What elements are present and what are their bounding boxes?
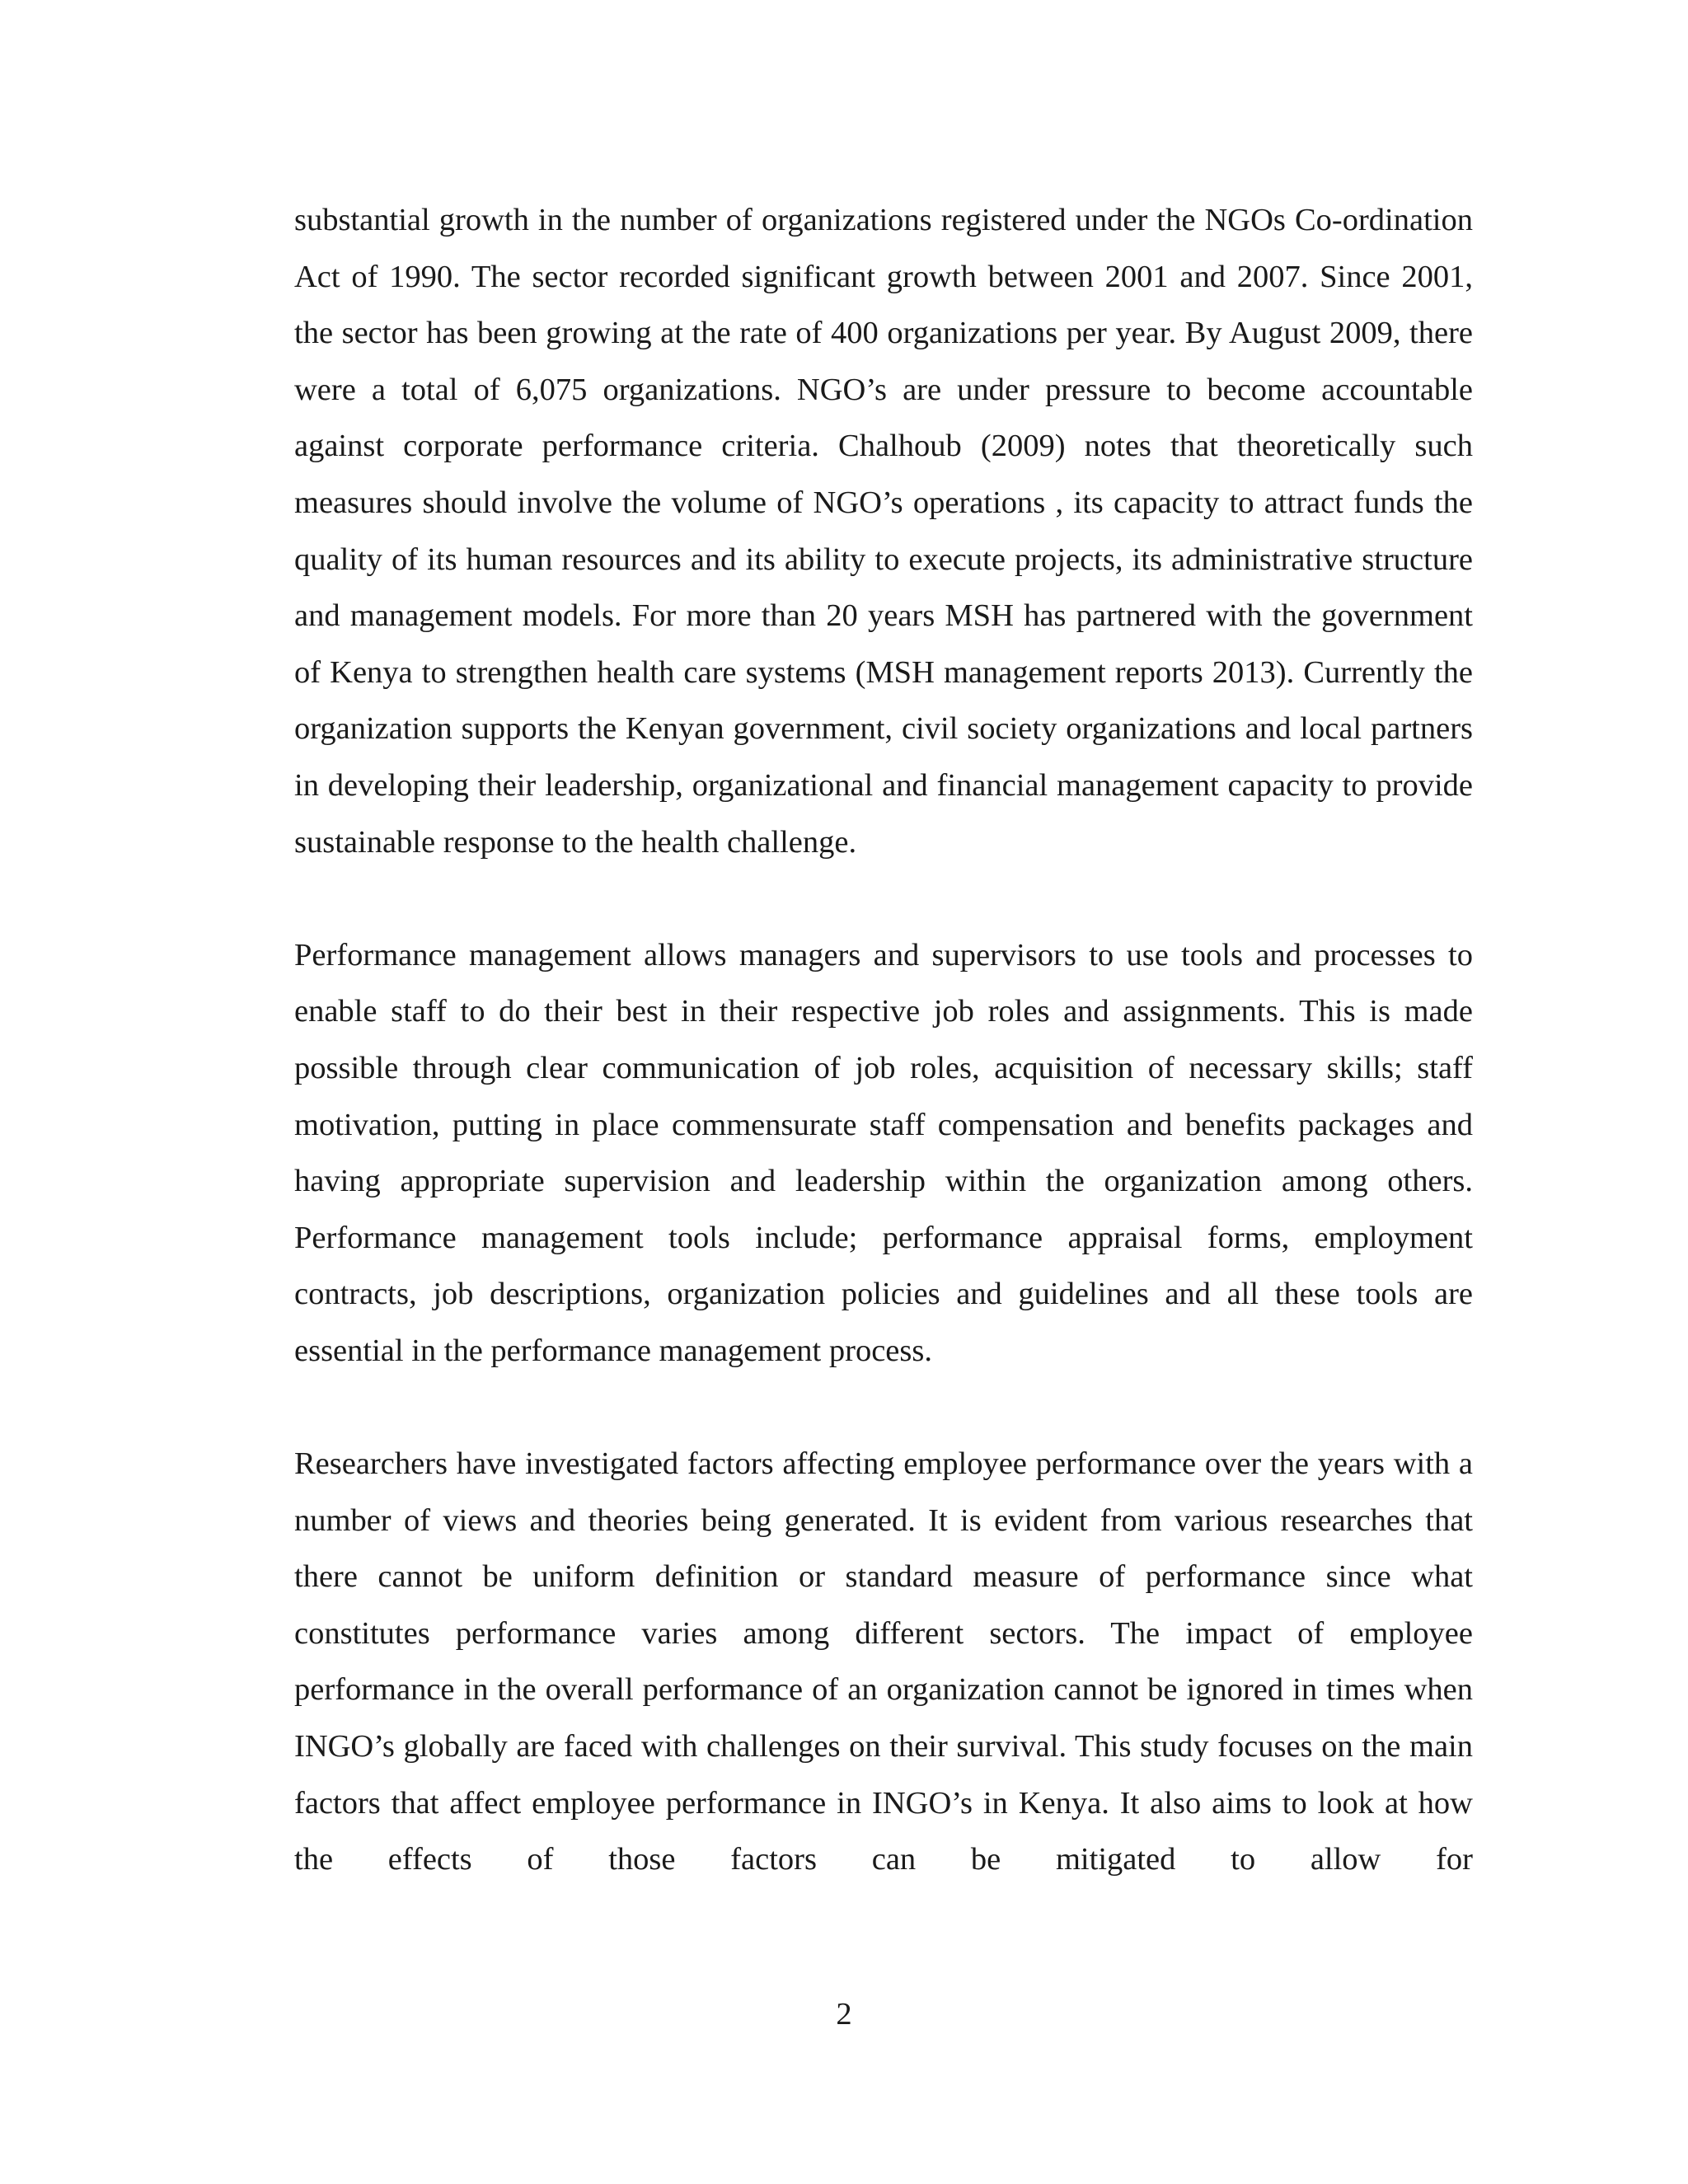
paragraph-research-background: Researchers have investigated factors affecting employee performance over the years with a number of views and theories being generated. It is evident from various researches that there cannot be uniform definition or standard measure of performance since what constitutes performance varies among different sectors. The impact of employee performance in the overall performance of an organization cannot be ignored in times when INGO’s globally are faced with challenges on their survival. This study focuses on the main factors that affect employee performance in INGO’s in Kenya. It also aims to look at how the effects of those factors can be mitigated to allow for xyxy=(294,1446,1473,1877)
body-text xyxy=(294,192,1473,1888)
paragraph-performance-management: Performance management allows managers and supervisors to use tools and processes to enable staff to do their best in their respective job roles and assignments. This is made possible through clear communication of job roles, acquisition of necessary skills; staff motivation, putting in place commensurate staff compensation and benefits packages and having appropriate supervision and leadership within the organization among others. Performance management tools include; performance appraisal forms, employment contracts, job descriptions, organization policies and guidelines and all these tools are essential in the performance management process. xyxy=(294,937,1473,1368)
page-number: 2 xyxy=(836,1997,852,2032)
paragraph-ngo-sector-growth: substantial growth in the number of organizations registered under the NGOs Co-ordination Act of 1990. The sector recorded significant growth between 2001 and 2007. Since 2001, the sector has been growing at the rate of 400 organizations per year. By August 2009, there were a total of 6,075 organizations. NGO’s are under pressure to become accountable against corporate performance criteria. Chalhoub (2009) notes that theoretically such measures should involve the volume of NGO’s operations , its capacity to attract funds the quality of its human resources and its ability to execute projects, its administrative structure and management models. For more than 20 years MSH has partnered with the government of Kenya to strengthen health care systems (MSH management reports 2013). Currently the organization supports the Kenyan government, civil society organizations and local partners in developing their leadership, organizational and financial management capacity to provide sustainable response to the health challenge. xyxy=(294,203,1473,860)
